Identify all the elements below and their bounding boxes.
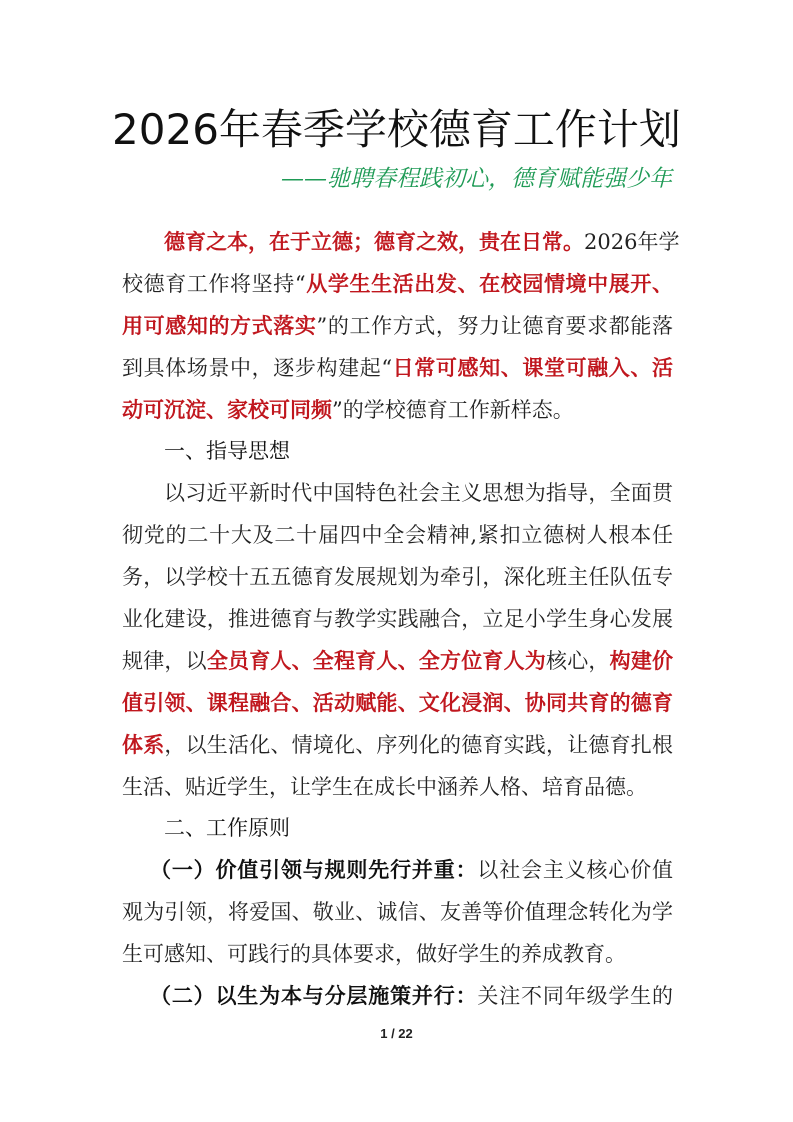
text-line — [122, 725, 673, 767]
text-line — [122, 306, 673, 348]
section-heading: 一、指导思想 — [164, 439, 290, 464]
text-line — [122, 767, 673, 809]
text-line — [122, 892, 673, 934]
text-line — [122, 222, 680, 264]
page-number: 1 / 22 — [380, 1026, 413, 1041]
body-text: ”的学校德育工作新样态。 — [332, 397, 574, 422]
body-text: 生活、贴近学生，让学生在成长中涵养人格、培育品德。 — [122, 774, 647, 799]
text-line — [122, 641, 673, 683]
body-text: 到具体场景中，逐步构建起“ — [122, 355, 393, 380]
document-title: 2026年春季学校德育工作计划 — [112, 105, 681, 154]
body-text: 2026年学 — [584, 230, 680, 254]
subsection-heading: （二）以生为本与分层施策并行： — [150, 984, 478, 1009]
text-line — [122, 683, 673, 725]
emphasis-text: 体系 — [122, 732, 165, 757]
text-line — [122, 264, 673, 306]
body-text: 核心， — [546, 648, 610, 673]
text-line — [122, 557, 673, 599]
emphasis-text: 构建价 — [609, 648, 674, 673]
body-text: 业化建设，推进德育与教学实践融合，立足小学生身心发展 — [122, 607, 673, 632]
body-text: 校德育工作将坚持“ — [122, 271, 306, 296]
body-text: 生可感知、可践行的具体要求，做好学生的养成教育。 — [122, 942, 626, 967]
body-text: ，以生活化、情境化、序列化的德育实践，让德育扎根 — [164, 732, 674, 757]
document-body — [122, 222, 680, 1018]
emphasis-text: 动可沉淀、家校可同频 — [122, 397, 332, 422]
body-text: 规律，以 — [122, 648, 207, 673]
body-text: 彻党的二十大及二十届四中全会精神,紧扣立德树人根本任 — [122, 523, 673, 548]
emphasis-text: 从学生生活出发、在校园情境中展开、 — [305, 271, 673, 296]
emphasis-text: 全员育人、全程育人、全方位育人为 — [206, 648, 547, 673]
body-text: 观为引领，将爱国、敬业、诚信、友善等价值理念转化为学 — [122, 900, 673, 925]
text-line — [122, 808, 673, 850]
document-subtitle: ——驰聘春程践初心，德育赋能强少年 — [281, 166, 672, 192]
text-line — [122, 976, 673, 1018]
text-line — [122, 599, 673, 641]
section-heading: 二、工作原则 — [164, 816, 290, 841]
text-line — [122, 934, 673, 976]
emphasis-text: 德育之本，在于立德；德育之效，贵在日常。 — [164, 230, 584, 254]
text-line — [122, 348, 673, 390]
text-line — [122, 390, 673, 432]
body-text: ”的工作方式，努力让德育要求都能落 — [316, 313, 674, 338]
body-text: 关注不同年级学生的 — [477, 984, 673, 1009]
text-line — [122, 850, 673, 892]
body-text: 以社会主义核心价值 — [477, 858, 673, 883]
text-line — [122, 431, 673, 473]
body-text: 务，以学校十五五德育发展规划为牵引，深化班主任队伍专 — [122, 565, 673, 590]
text-line — [122, 473, 673, 515]
subsection-heading: （一）价值引领与规则先行并重： — [150, 858, 478, 883]
emphasis-text: 日常可感知、课堂可融入、活 — [392, 355, 673, 380]
text-line — [122, 515, 673, 557]
emphasis-text: 值引领、课程融合、活动赋能、文化浸润、协同共育的德育 — [122, 690, 673, 715]
body-text: 以习近平新时代中国特色社会主义思想为指导，全面贯 — [164, 481, 673, 506]
emphasis-text: 用可感知的方式落实 — [122, 313, 317, 338]
